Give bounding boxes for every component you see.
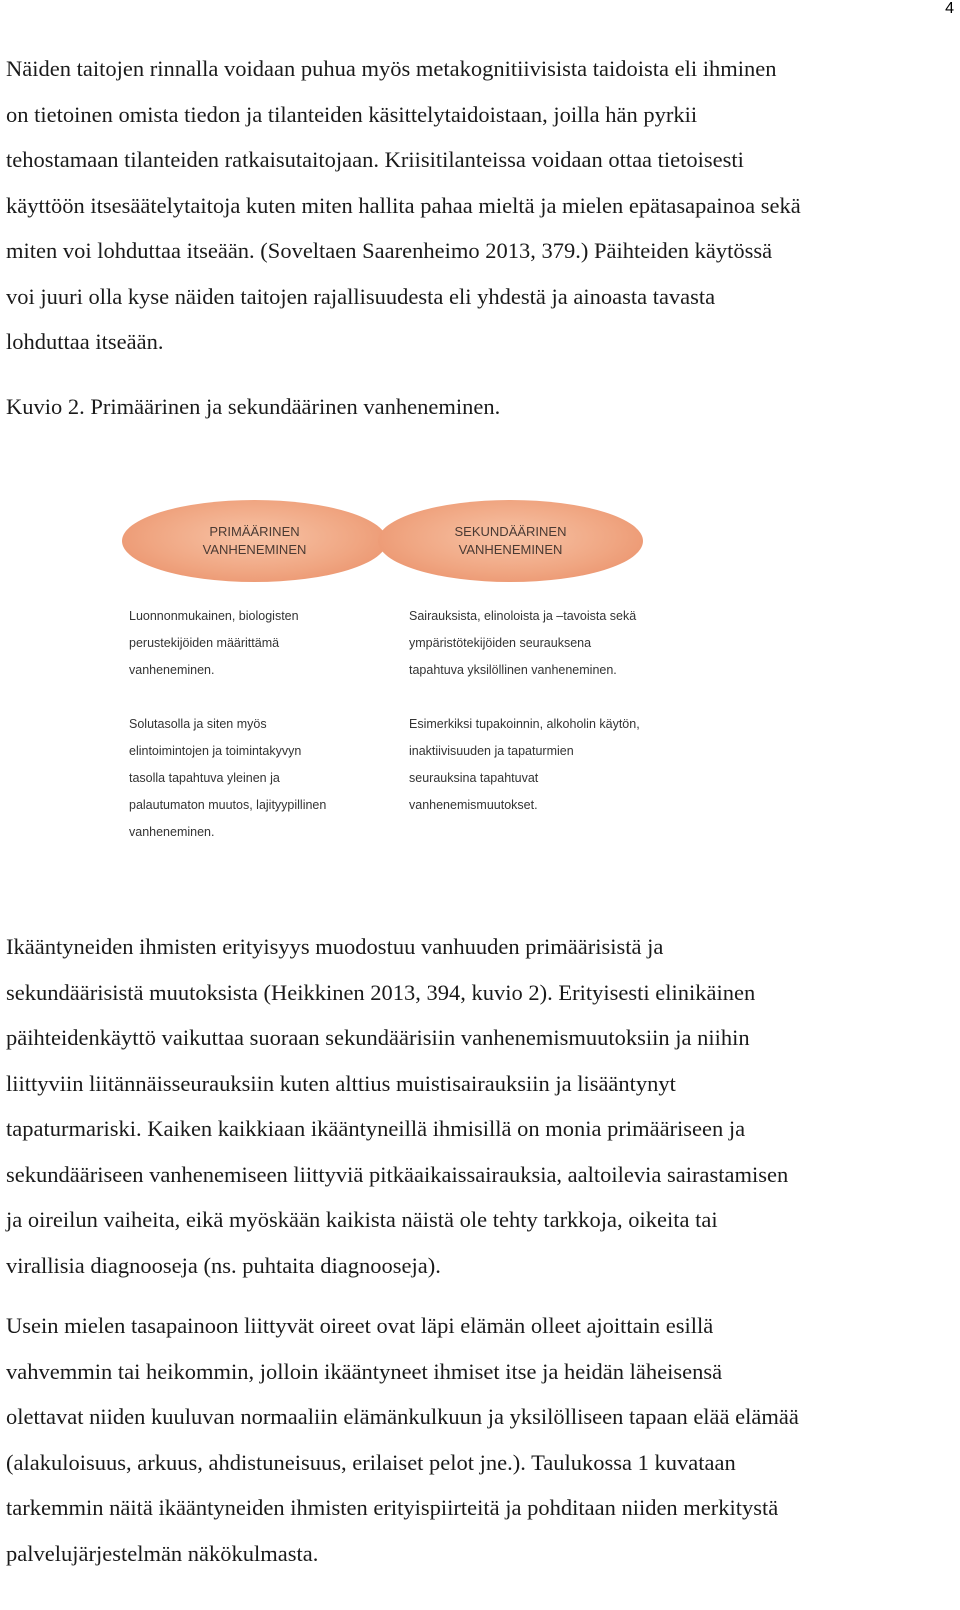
ellipse-title-line: VANHENEMINEN	[458, 542, 563, 557]
text-line: vahvemmin tai heikommin, jolloin ikääntyneet ihmiset itse ja heidän läheisensä	[6, 1358, 723, 1384]
figure-text-line: Luonnonmukainen, biologisten	[129, 609, 299, 623]
text-line: tarkemmin näitä ikääntyneiden ihmisten erityispiirteitä ja pohditaan niiden merkitystä	[6, 1495, 779, 1520]
ellipse-title-line: SEKUNDÄÄRINEN	[454, 524, 567, 539]
figure-text-line: Sairauksista, elinoloista ja –tavoista sekä	[409, 609, 637, 623]
figure-text-line: inaktiivisuuden ja tapaturmien	[409, 744, 574, 758]
primary-description	[129, 711, 326, 846]
text-line: käyttöön itsesäätelytaitoja kuten miten hallita pahaa mieltä ja mielen epätasapainoa sekä	[6, 192, 801, 218]
text-line: palvelujärjestelmän näkökulmasta.	[6, 1540, 319, 1566]
figure-text-line: perustekijöiden määrittämä	[129, 636, 280, 650]
text-line: olettavat niiden kuuluvan normaaliin elämänkulkuun ja yksilölliseen tapaan elää elämää	[6, 1404, 799, 1429]
text-line: Näiden taitojen rinnalla voidaan puhua myös metakognitiivisista taidoista eli ihminen	[6, 56, 777, 81]
paragraph-special-features	[6, 924, 954, 1288]
figure-text-line: ympäristötekijöiden seurauksena	[409, 636, 592, 650]
text-line: sekundääriseen vanhenemiseen liittyviä pitkäaikaissairauksia, aaltoilevia sairastamisen	[6, 1161, 789, 1187]
paragraph-metacognitive	[6, 46, 954, 365]
paragraph-mental-balance	[6, 1303, 954, 1576]
text-line: liittyviin liitännäisseurauksiin kuten alttius muistisairauksiin ja lisääntynyt	[6, 1070, 676, 1096]
primary-aging-ellipse	[122, 500, 387, 582]
ellipse-title-line: VANHENEMINEN	[202, 542, 307, 557]
secondary-aging-ellipse	[378, 500, 643, 582]
text-line: Ikääntyneiden ihmisten erityisyys muodostuu vanhuuden primäärisistä ja	[6, 934, 664, 959]
figure-caption: Kuvio 2. Primäärinen ja sekundäärinen vanheneminen.	[6, 394, 501, 419]
text-line: voi juuri olla kyse näiden taitojen rajallisuudesta eli yhdestä ja ainoasta tavasta	[6, 283, 716, 309]
figure-text-line: elintoimintojen ja toimintakyvyn	[129, 744, 302, 758]
secondary-definition	[409, 603, 636, 684]
text-line: miten voi lohduttaa itseään. (Soveltaen Saarenheimo 2013, 379.) Päihteiden käytössä	[6, 238, 773, 263]
text-line: tehostamaan tilanteiden ratkaisutaitojaan. Kriisitilanteissa voidaan ottaa tietoisesti	[6, 147, 744, 172]
secondary-examples	[409, 711, 640, 819]
text-line: ja oireilun vaiheita, eikä myöskään kaikista näistä ole tehty tarkkoja, oikeita tai	[6, 1207, 718, 1232]
figure-text-line: Esimerkiksi tupakoinnin, alkoholin käytön,	[409, 717, 640, 731]
figure-text-line: palautumaton muutos, lajityypillinen	[129, 798, 327, 812]
text-line: on tietoinen omista tiedon ja tilanteiden käsittelytaidoistaan, joilla hän pyrkii	[6, 101, 698, 127]
text-line: (alakuloisuus, arkuus, ahdistuneisuus, erilaiset pelot jne.). Taulukossa 1 kuvataan	[6, 1449, 736, 1475]
figure-text-line: tasolla tapahtuva yleinen ja	[129, 771, 280, 785]
text-line: lohduttaa itseään.	[6, 329, 164, 354]
text-line: tapaturmariski. Kaiken kaikkiaan ikääntyneillä ihmisillä on monia primääriseen ja	[6, 1116, 746, 1141]
primary-definition	[129, 603, 299, 684]
figure-text-line: vanheneminen.	[129, 825, 215, 839]
page-number: 4	[945, 0, 954, 17]
figure-text-line: tapahtuva yksilöllinen vanheneminen.	[409, 663, 617, 677]
text-line: sekundäärisistä muutoksista (Heikkinen 2013, 394, kuvio 2). Erityisesti elinikäinen	[6, 979, 756, 1005]
figure-text-line: vanhenemismuutokset.	[409, 798, 538, 812]
aging-figure	[120, 470, 680, 870]
figure-text-line: seurauksina tapahtuvat	[409, 771, 539, 785]
figure-text-line: Solutasolla ja siten myös	[129, 717, 267, 731]
text-line: Usein mielen tasapainoon liittyvät oireet ovat läpi elämän olleet ajoittain esillä	[6, 1313, 714, 1338]
text-line: päihteidenkäyttö vaikuttaa suoraan sekundäärisiin vanhenemismuutoksiin ja niihin	[6, 1025, 750, 1050]
text-line: virallisia diagnooseja (ns. puhtaita diagnooseja).	[6, 1252, 441, 1278]
ellipse-title-line: PRIMÄÄRINEN	[209, 524, 300, 539]
figure-text-line: vanheneminen.	[129, 663, 215, 677]
